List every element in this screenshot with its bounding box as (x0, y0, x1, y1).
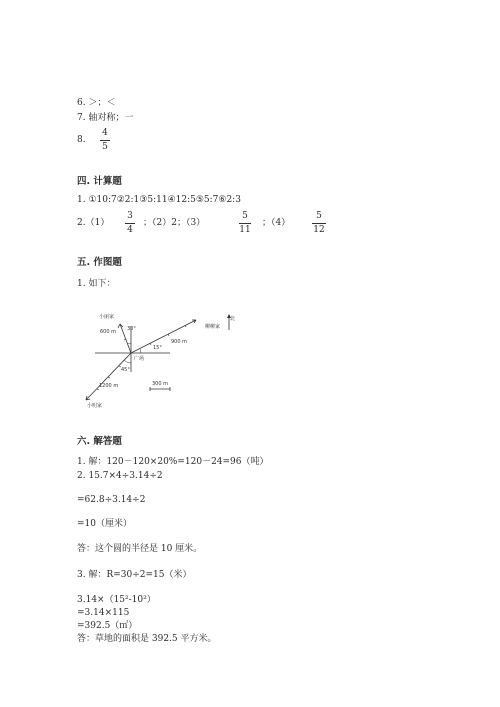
calc-fraction-3 (312, 211, 326, 236)
label-900m: 900 m (171, 339, 188, 345)
fraction-bar (100, 140, 110, 141)
angle-arc-45 (124, 360, 131, 363)
fraction-denominator: 11 (239, 225, 251, 235)
solution-line-6: 3. 解：R=30÷2=15（米） (77, 570, 192, 580)
section-title-drawing: 五. 作图题 (77, 257, 122, 268)
calc-fraction-2 (239, 211, 251, 236)
direction-map-diagram (77, 305, 247, 410)
calc-answer-1: 1. ①10:7②2:1③5:11④12:5⑤5:7⑥2:3 (77, 195, 241, 205)
calc-answer-2-label: 2.（1） (77, 218, 110, 228)
drawing-answer-1: 1. 如下： (77, 279, 116, 289)
fraction-numerator: 5 (316, 211, 322, 221)
angle-arc-15 (140, 349, 141, 353)
calc-answer-2-sep1: ；（2）2；（3） (143, 218, 206, 228)
solution-line-1: 1. 解：120－120×20%=120－24=96（吨） (77, 457, 269, 467)
label-liuliu-home: 柳柳家 (205, 324, 221, 330)
fraction-bar (239, 223, 251, 224)
calc-fraction-1 (125, 211, 135, 236)
label-square: 广场 (134, 356, 145, 362)
label-1200m: 1200 m (99, 383, 119, 389)
solution-line-3: =62.8÷3.14÷2 (77, 495, 146, 505)
solution-line-10: 答：草地的面积是 392.5 平方米。 (77, 634, 217, 644)
label-angle-15: 15° (153, 345, 162, 351)
label-xiaoli-home: 小丽家 (99, 314, 115, 320)
label-scale: 300 m (152, 381, 169, 387)
solution-line-4: =10（厘米） (77, 519, 132, 529)
label-600m: 600 m (100, 329, 117, 335)
label-north: 北 (230, 316, 236, 322)
calc-answer-2-sep2: ；（4） (262, 218, 291, 228)
solution-line-9: =392.5（㎡） (77, 621, 138, 631)
solution-line-7: 3.14×（15²-10²） (77, 595, 156, 605)
solution-line-2: 2. 15.7×4÷3.14÷2 (77, 471, 163, 481)
fraction-denominator: 12 (313, 225, 325, 235)
fraction-numerator: 5 (242, 211, 248, 221)
solution-line-5: 答：这个圆的半径是 10 厘米。 (77, 544, 203, 554)
label-angle-45: 45° (121, 367, 130, 373)
section-title-calc: 四. 计算题 (77, 176, 122, 187)
answer-7: 7. 轴对称；一 (77, 113, 134, 123)
answer-6: 6. ＞；＜ (77, 98, 116, 108)
label-angle-30: 30° (127, 326, 136, 332)
solution-line-8: =3.14×115 (77, 608, 130, 618)
fraction-numerator: 3 (127, 211, 133, 221)
fraction-denominator: 4 (127, 225, 133, 235)
answer-8-label: 8. (77, 135, 86, 145)
fraction-denominator: 5 (102, 142, 108, 152)
fraction-bar (125, 223, 135, 224)
label-xiaoming-home: 小明家 (87, 403, 103, 409)
answer-8-fraction (100, 128, 110, 153)
route-to-liuliu (131, 320, 196, 353)
fraction-numerator: 4 (102, 128, 108, 138)
fraction-bar (312, 223, 326, 224)
section-title-solutions: 六. 解答题 (77, 436, 122, 447)
